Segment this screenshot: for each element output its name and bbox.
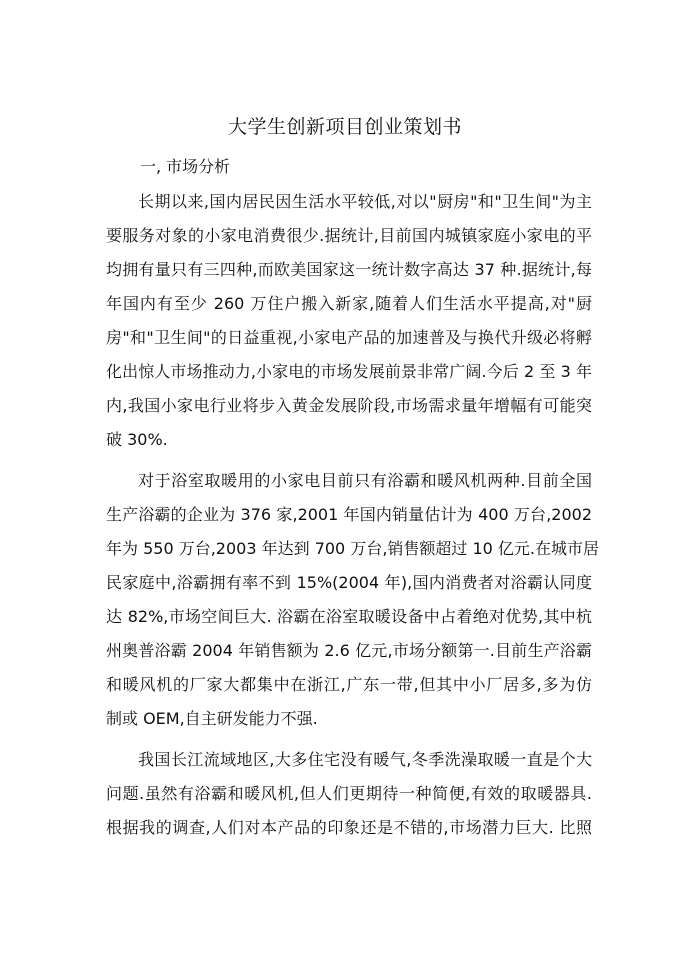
paragraph-line: 要服务对象的小家电消费很少.据统计,目前国内城镇家庭小家电的平 (106, 226, 592, 245)
paragraph-line: 问题.虽然有浴霸和暖风机,但人们更期待一种简便,有效的取暖器具. (106, 784, 592, 803)
paragraph-1 (106, 185, 592, 457)
document-title: 大学生创新项目创业策划书 (227, 116, 462, 138)
paragraph-line: 均拥有量只有三四种,而欧美国家这一统计数字高达 37 种.据统计,每 (106, 260, 592, 279)
paragraph-line: 年国内有至少 260 万住户搬入新家,随着人们生活水平提高,对"厨 (106, 294, 592, 313)
section-heading: 一, 市场分析 (140, 157, 231, 176)
paragraph-3 (106, 743, 592, 845)
paragraph-line: 破 30%. (106, 430, 168, 449)
paragraph-line: 州奥普浴霸 2004 年销售额为 2.6 亿元,市场分额第一.目前生产浴霸 (106, 641, 592, 660)
paragraph-line: 化出惊人市场推动力,小家电的市场发展前景非常广阔.今后 2 至 3 年 (106, 362, 592, 381)
paragraph-line: 民家庭中,浴霸拥有率不到 15%(2004 年),国内消费者对浴霸认同度 (106, 573, 592, 592)
paragraph-line: 年为 550 万台,2003 年达到 700 万台,销售额超过 10 亿元.在城市居 (106, 539, 600, 558)
document-body (106, 185, 600, 852)
paragraph-line: 内,我国小家电行业将步入黄金发展阶段,市场需求量年增幅有可能突 (106, 396, 592, 415)
paragraph-line: 制或 OEM,自主研发能力不强. (106, 709, 318, 728)
paragraph-2 (106, 464, 600, 736)
paragraph-line: 房"和"卫生间"的日益重视,小家电产品的加速普及与换代升级必将孵 (106, 328, 592, 347)
paragraph-line: 达 82%,市场空间巨大. 浴霸在浴室取暖设备中占着绝对优势,其中杭 (106, 607, 592, 626)
paragraph-line: 长期以来,国内居民因生活水平较低,对以"厨房"和"卫生间"为主 (138, 192, 592, 211)
paragraph-line: 生产浴霸的企业为 376 家,2001 年国内销量估计为 400 万台,2002 (106, 505, 592, 524)
paragraph-line: 和暖风机的厂家大都集中在浙江,广东一带,但其中小厂居多,多为仿 (106, 675, 592, 694)
paragraph-line: 我国长江流域地区,大多住宅没有暖气,冬季洗澡取暖一直是个大 (138, 750, 592, 769)
paragraph-line: 根据我的调查,人们对本产品的印象还是不错的,市场潜力巨大. 比照 (106, 818, 592, 837)
paragraph-line: 对于浴室取暖用的小家电目前只有浴霸和暖风机两种.目前全国 (138, 471, 592, 490)
